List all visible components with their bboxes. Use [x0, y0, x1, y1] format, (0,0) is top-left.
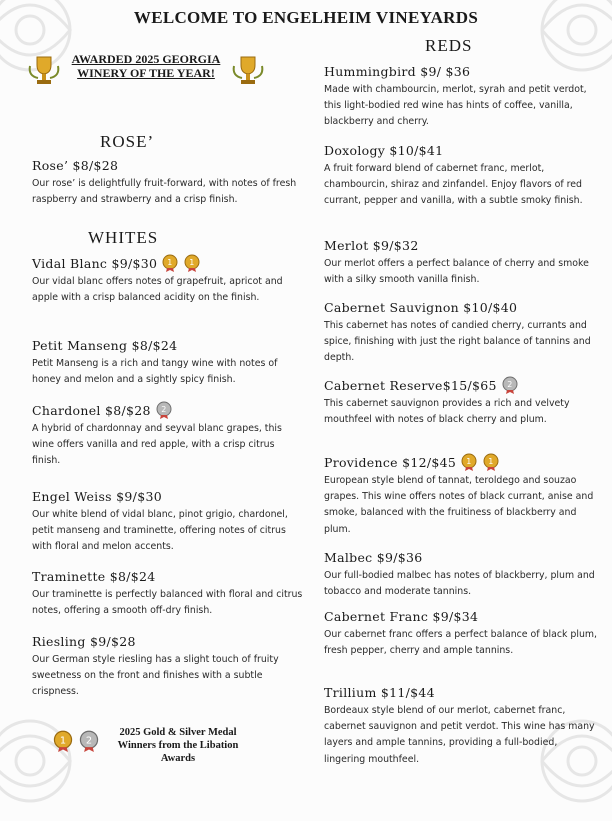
medal-legend — [52, 726, 302, 770]
silver-medal-icon — [78, 730, 100, 752]
wine-name — [324, 236, 600, 254]
wine-item — [32, 156, 304, 208]
wine-description: Petit Manseng is a rich and tangy wine with notes of honey and melon and a sightly spicy finish. — [32, 358, 278, 386]
wine-item — [324, 298, 600, 367]
wine-item — [324, 683, 600, 768]
wine-name-text: Cabernet Franc $9/$34 — [324, 608, 479, 624]
wine-name-text: Trillium $11/$44 — [324, 684, 435, 700]
wine-name-text: Hummingbird $9/ $36 — [324, 63, 471, 79]
wine-item — [324, 62, 600, 131]
section-heading-rose: ROSE’ — [100, 132, 155, 151]
wine-item — [32, 336, 304, 388]
wine-item — [324, 607, 600, 659]
gold-medal-icon — [460, 453, 478, 471]
legend-medals — [52, 730, 100, 752]
wine-name — [324, 298, 600, 316]
svg-text:2: 2 — [85, 735, 93, 747]
wine-description: European style blend of tannat, teroldego and souzao grapes. This wine offers notes of black currant, anise and smoke, balanced with the fruitiness of blackberry and plum. — [324, 475, 594, 535]
gold-medal-icon — [52, 730, 74, 752]
wine-item — [32, 401, 304, 470]
wine-name-text: Merlot $9/$32 — [324, 237, 419, 253]
gold-medal-icon — [161, 254, 179, 272]
wine-name-text: Vidal Blanc $9/$30 — [32, 255, 158, 271]
award-banner — [26, 50, 266, 98]
trophy-icon — [230, 52, 266, 90]
wine-name — [32, 336, 304, 354]
wine-description: A hybrid of chardonnay and seyval blanc grapes, this wine offers vanilla and red apple, with a crisp citrus finish. — [32, 423, 282, 467]
wine-description: This cabernet sauvignon provides a rich and velvety mouthfeel with notes of black cherry and plum. — [324, 398, 570, 426]
wine-description: Our traminette is perfectly balanced with floral and citrus notes, offering a smooth off-dry finish. — [32, 589, 303, 617]
wine-name — [32, 156, 304, 174]
wine-name — [32, 487, 304, 505]
wine-name-text: Rose’ $8/$28 — [32, 157, 119, 173]
wine-name — [32, 632, 304, 650]
wine-description: Our full-bodied malbec has notes of blackberry, plum and tobacco and moderate tannins. — [324, 570, 595, 598]
wine-name-text: Petit Manseng $8/$24 — [32, 337, 178, 353]
wine-name-text: Cabernet Sauvignon $10/$40 — [324, 299, 518, 315]
section-heading-whites: WHITES — [88, 228, 159, 247]
wine-description: Our merlot offers a perfect balance of cherry and smoke with a silky smooth vanilla finish. — [324, 258, 589, 286]
wine-item — [324, 548, 600, 600]
wine-description: Our white blend of vidal blanc, pinot grigio, chardonel, petit manseng and traminette, offering notes of citrus with floral and melon accents. — [32, 509, 288, 553]
wine-item — [32, 632, 304, 701]
wine-description: Our vidal blanc offers notes of grapefruit, apricot and apple with a crisp balanced acidity on the finish. — [32, 276, 283, 304]
wine-name — [324, 548, 600, 566]
medal-legend-text: 2025 Gold & Silver Medal Winners from the Libation Awards — [117, 727, 239, 764]
wine-item — [32, 487, 304, 556]
silver-medal-icon — [501, 376, 519, 394]
svg-text:1: 1 — [466, 457, 472, 466]
svg-text:1: 1 — [59, 735, 67, 747]
wine-name — [324, 62, 600, 80]
wine-name — [32, 254, 304, 272]
wine-name — [324, 683, 600, 701]
wine-name-text: Providence $12/$45 — [324, 454, 457, 470]
wine-item — [32, 254, 304, 306]
wine-name-text: Riesling $9/$28 — [32, 633, 136, 649]
svg-text:1: 1 — [167, 258, 173, 267]
wine-name — [324, 607, 600, 625]
wine-item — [32, 567, 304, 619]
wine-description: Our German style riesling has a slight touch of fruity sweetness on the front and finishes with a subtle crispness. — [32, 654, 279, 698]
gold-medal-icon — [482, 453, 500, 471]
gold-medal-icon — [183, 254, 201, 272]
wine-description: Our rose’ is delightfully fruit-forward, with notes of fresh raspberry and strawberry and a crisp finish. — [32, 178, 297, 206]
wine-name-text: Cabernet Reserve$15/$65 — [324, 377, 497, 393]
silver-medal-icon — [155, 401, 173, 419]
page-title: WELCOME TO ENGELHEIM VINEYARDS — [133, 8, 479, 27]
wine-name-text: Engel Weiss $9/$30 — [32, 488, 162, 504]
wine-description: Bordeaux style blend of our merlot, cabernet franc, cabernet sauvignon and petit verdot. This wine has many layers and ample tannins, providing a full-bodied, lingering mouthfeel. — [324, 705, 595, 765]
wine-item — [324, 453, 600, 538]
award-text: AWARDED 2025 GEORGIA WINERY OF THE YEAR! — [71, 52, 221, 80]
wine-name — [324, 141, 600, 159]
wine-description: Made with chambourcin, merlot, syrah and petit verdot, this light-bodied red wine has hints of coffee, vanilla, blackberry and cherry. — [324, 84, 587, 128]
wine-name — [324, 376, 600, 394]
wine-item — [324, 376, 600, 428]
wine-name-text: Traminette $8/$24 — [32, 568, 156, 584]
wine-name — [32, 401, 304, 419]
svg-text:2: 2 — [507, 380, 513, 389]
svg-text:2: 2 — [161, 405, 167, 414]
section-heading-reds: REDS — [425, 36, 473, 55]
wine-description: This cabernet has notes of candied cherry, currants and spice, finishing with just the right balance of tannins and depth. — [324, 320, 591, 364]
wine-name-text: Malbec $9/$36 — [324, 549, 423, 565]
wine-item — [324, 236, 600, 288]
wine-name-text: Doxology $10/$41 — [324, 142, 444, 158]
svg-text:1: 1 — [189, 258, 195, 267]
wine-item — [324, 141, 600, 210]
wine-description: A fruit forward blend of cabernet franc, merlot, chambourcin, shiraz and zinfandel. Enjoy flavors of red currant, pepper and vanilla, with a subtle smoky finish. — [324, 163, 583, 207]
svg-text:1: 1 — [488, 457, 494, 466]
wine-name-text: Chardonel $8/$28 — [32, 402, 151, 418]
wine-description: Our cabernet franc offers a perfect balance of black plum, fresh pepper, cherry and ample tannins. — [324, 629, 598, 657]
wine-name — [324, 453, 600, 471]
wine-name — [32, 567, 304, 585]
trophy-icon — [26, 52, 62, 90]
